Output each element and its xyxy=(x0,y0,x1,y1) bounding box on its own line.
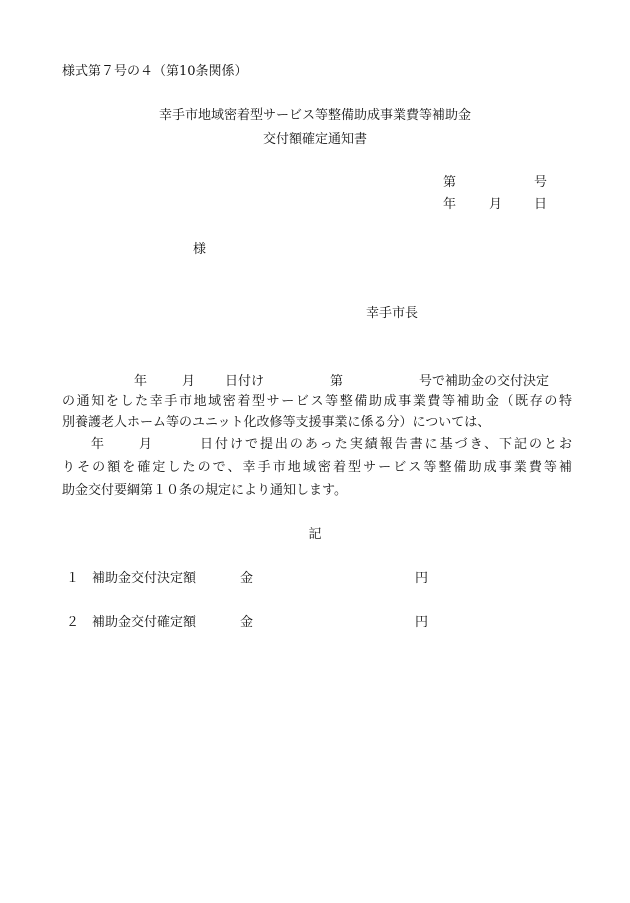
item-en: 円 xyxy=(415,615,429,630)
body-line1-tsuki: 月 xyxy=(182,374,196,389)
body-line1-nen: 年 xyxy=(134,374,148,389)
item-kin: 金 xyxy=(240,571,254,586)
date-hi: 日 xyxy=(534,197,548,212)
item-en: 円 xyxy=(415,571,429,586)
item-number: ２ xyxy=(66,615,80,630)
date-tsuki: 月 xyxy=(489,197,503,212)
body-line4-rest: 日付けで提出のあった実績報告書に基づき、下記のとお xyxy=(200,437,572,452)
body-line3: 別養護老人ホーム等のユニット化改修等支援事業に係る分）については、 xyxy=(62,415,491,430)
body-line1-dai: 第 xyxy=(330,374,344,389)
doc-number-gou: 号 xyxy=(534,175,548,190)
item-label: 補助金交付決定額 xyxy=(92,571,197,586)
date-nen: 年 xyxy=(443,197,457,212)
body-line5: りその額を確定したので、幸手市地域密着型サービス等整備助成事業費等補 xyxy=(62,460,572,475)
addressee-suffix: 様 xyxy=(193,242,207,257)
body-line2: の通知をした幸手市地域密着型サービス等整備助成事業費等補助金（既存の特 xyxy=(62,394,572,409)
item-kin: 金 xyxy=(240,615,254,630)
doc-number-dai: 第 xyxy=(443,175,457,190)
ki-heading: 記 xyxy=(308,527,322,542)
body-line6: 助金交付要綱第１０条の規定により通知します。 xyxy=(62,483,347,498)
body-line4-tsuki: 月 xyxy=(139,437,153,452)
body-line4-nen: 年 xyxy=(91,437,105,452)
document-title-line1: 幸手市地域密着型サービス等整備助成事業費等補助金 xyxy=(158,108,471,123)
issuer-name: 幸手市長 xyxy=(366,306,419,321)
form-label: 様式第７号の４（第10条関係） xyxy=(62,64,248,79)
item-label: 補助金交付確定額 xyxy=(92,615,197,630)
item-number: １ xyxy=(66,571,80,586)
body-line1-rest: 号で補助金の交付決定 xyxy=(419,374,550,389)
body-line1-hizuke: 日付け xyxy=(225,374,265,389)
document-title-line2: 交付額確定通知書 xyxy=(262,132,367,147)
